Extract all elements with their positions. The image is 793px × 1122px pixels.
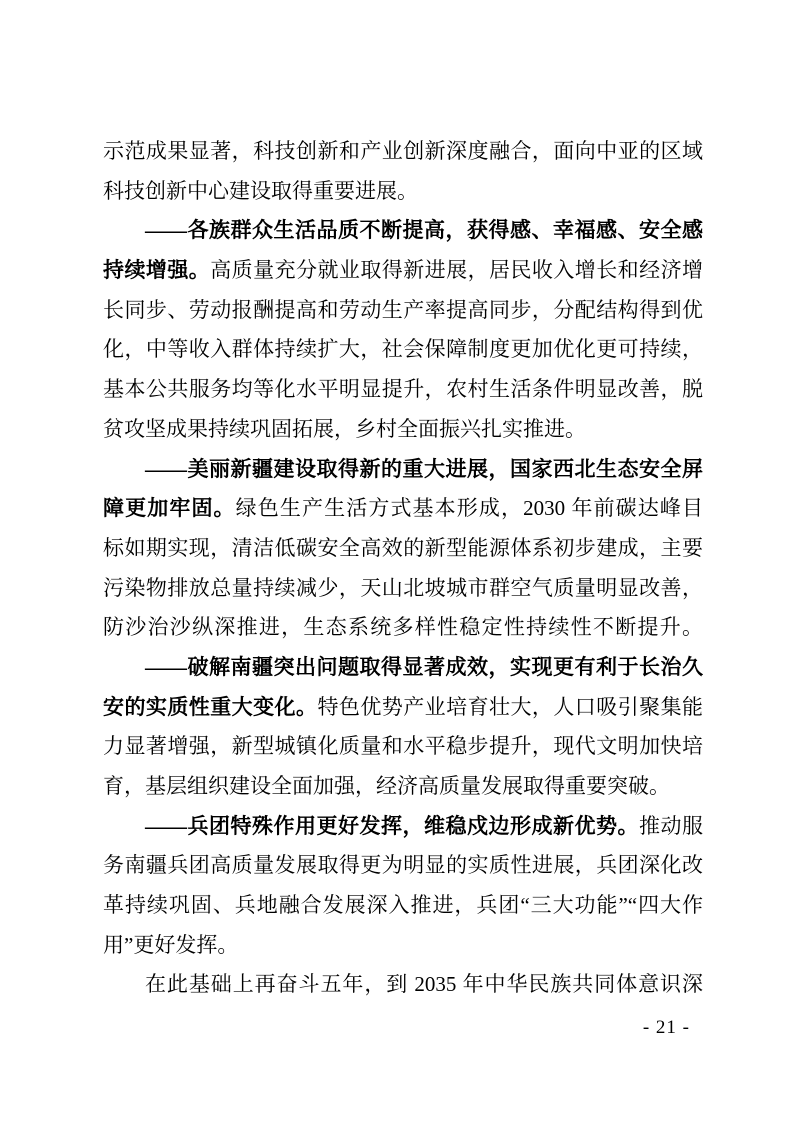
body-text: 特色优势产业培育壮大，人口吸引聚集能 xyxy=(317,694,703,719)
emphasis-text: ——兵团特殊作用更好发挥，维稳戍边形成新优势。 xyxy=(145,813,639,838)
text-line xyxy=(103,648,703,688)
body-text: 化，中等收入群体持续扩大，社会保障制度更加优化更可持续， xyxy=(103,337,703,362)
text-line xyxy=(103,211,703,251)
body-text: 在此基础上再奋斗五年，到 2035 年中华民族共同体意识深 xyxy=(145,972,703,997)
body-text: 绿色生产生活方式基本形成，2030 年前碳达峰目 xyxy=(235,496,703,521)
emphasis-text: ——破解南疆突出问题取得显著成效，实现更有利于长治久 xyxy=(145,654,703,679)
paragraph xyxy=(103,965,703,1005)
emphasis-text: ——各族群众生活品质不断提高，获得感、幸福感、安全感 xyxy=(145,218,703,243)
text-line xyxy=(103,688,703,728)
text-line xyxy=(103,529,703,569)
body-text: 务南疆兵团高质量发展取得更为明显的实质性进展，兵团深化改 xyxy=(103,853,703,878)
text-line xyxy=(103,330,703,370)
text-line xyxy=(103,965,703,1005)
text-line xyxy=(103,886,703,926)
text-line xyxy=(103,489,703,529)
body-text: 力显著增强，新型城镇化质量和水平稳步提升，现代文明加快培 xyxy=(103,734,703,759)
text-line xyxy=(103,291,703,331)
emphasis-text: 障更加牢固。 xyxy=(103,496,236,521)
text-line xyxy=(103,370,703,410)
body-text: 长同步、劳动报酬提高和劳动生产率提高同步，分配结构得到优 xyxy=(103,297,703,322)
text-line xyxy=(103,608,703,648)
body-text: 推动服 xyxy=(639,813,703,838)
body-text: 防沙治沙纵深推进，生态系统多样性稳定性持续性不断提升。 xyxy=(103,615,703,640)
body-text: 育，基层组织建设全面加强，经济高质量发展取得重要突破。 xyxy=(103,774,670,798)
body-text: 污染物排放总量持续减少，天山北坡城市群空气质量明显改善， xyxy=(103,575,703,600)
text-line xyxy=(103,450,703,490)
text-line xyxy=(103,132,703,172)
text-line xyxy=(103,251,703,291)
paragraph xyxy=(103,648,703,807)
body-text: 革持续巩固、兵地融合发展深入推进，兵团“三大功能”“四大作 xyxy=(103,893,703,918)
paragraph xyxy=(103,132,703,211)
paragraph xyxy=(103,211,703,449)
text-line xyxy=(103,569,703,609)
text-line xyxy=(103,172,703,212)
document-body xyxy=(103,132,703,1005)
body-text: 贫攻坚成果持续巩固拓展，乡村全面振兴扎实推进。 xyxy=(103,416,586,441)
body-text: 高质量充分就业取得新进展，居民收入增长和经济增 xyxy=(210,258,703,283)
emphasis-text: ——美丽新疆建设取得新的重大进展，国家西北生态安全屏 xyxy=(145,456,703,481)
emphasis-text: 持续增强。 xyxy=(103,258,211,283)
body-text: 用”更好发挥。 xyxy=(103,932,239,957)
text-line xyxy=(103,410,703,450)
paragraph xyxy=(103,450,703,648)
text-line xyxy=(103,926,703,966)
page-number: - 21 - xyxy=(642,1017,690,1038)
paragraph xyxy=(103,807,703,966)
text-line xyxy=(103,727,703,767)
text-line xyxy=(103,807,703,847)
text-line xyxy=(103,846,703,886)
body-text: 示范成果显著，科技创新和产业创新深度融合，面向中亚的区域 xyxy=(103,139,703,163)
emphasis-text: 安的实质性重大变化。 xyxy=(103,694,318,719)
body-text: 标如期实现，清洁低碳安全高效的新型能源体系初步建成，主要 xyxy=(103,535,703,560)
body-text: 基本公共服务均等化水平明显提升，农村生活条件明显改善，脱 xyxy=(103,377,703,402)
body-text: 科技创新中心建设取得重要进展。 xyxy=(103,178,418,203)
text-line xyxy=(103,767,703,807)
